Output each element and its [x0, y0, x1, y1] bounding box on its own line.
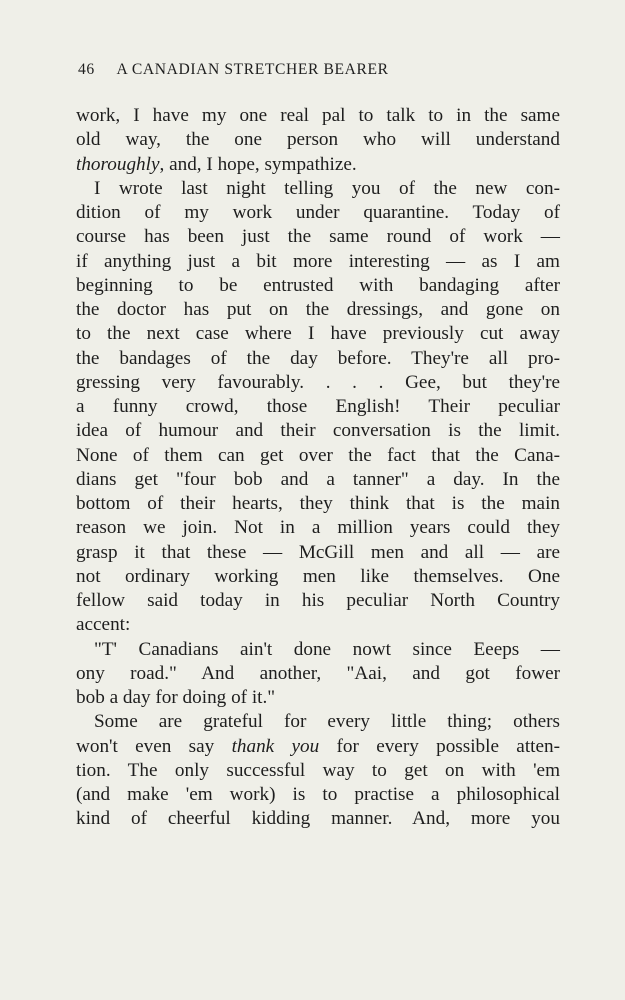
text-line: won't even say thank you for every possible atten- [76, 735, 560, 757]
text-line: (and make 'em work) is to practise a philosophical [76, 784, 560, 805]
text-line: to the next case where I have previously cut away [76, 323, 560, 345]
running-header [78, 61, 559, 79]
text-line: work, I have my one real pal to talk to in the same [76, 105, 560, 126]
text-line: beginning to be entrusted with bandaging after [76, 274, 560, 296]
text-line: grasp it that these — McGill men and all — are [76, 541, 560, 563]
text-line: bob a day for doing of it." [76, 687, 276, 708]
page-number: 46 [78, 61, 95, 78]
text-line: bottom of their hearts, they think that is the main [76, 493, 560, 514]
text-line: old way, the one person who will understand [76, 129, 560, 151]
text-line: dians get "four bob and a tanner" a day. In the [76, 468, 560, 490]
text-line: kind of cheerful kidding manner. And, more you [76, 808, 560, 830]
text-line: ony road." And another, "Aai, and got fower [76, 662, 560, 684]
text-line: if anything just a bit more interesting — as I am [76, 250, 560, 272]
text-line: course has been just the same round of work — [76, 226, 560, 248]
text-line: Some are grateful for every little thing; others [94, 711, 560, 733]
text-line: I wrote last night telling you of the new con- [94, 177, 560, 199]
text-line: fellow said today in his peculiar North Country [76, 590, 560, 611]
text-line: dition of my work under quarantine. Today of [76, 202, 560, 223]
text-line: thoroughly, and, I hope, sympathize. [76, 153, 357, 175]
text-line: not ordinary working men like themselves. One [76, 565, 560, 587]
running-title: A CANADIAN STRETCHER BEARER [116, 61, 389, 78]
text-line: the bandages of the day before. They're all pro- [76, 347, 560, 369]
text-line: None of them can get over the fact that the Cana- [76, 444, 560, 466]
text-line: idea of humour and their conversation is the limit. [76, 420, 560, 442]
text-line: "T' Canadians ain't done nowt since Eeeps — [94, 638, 560, 660]
italic-phrase: thoroughly [76, 153, 160, 175]
body-text [76, 104, 560, 832]
text-line: the doctor has put on the dressings, and gone on [76, 299, 560, 320]
text-line: gressing very favourably. . . . Gee, but they're [76, 371, 560, 393]
text-line: accent: [76, 614, 131, 636]
text-line: reason we join. Not in a million years could they [76, 517, 560, 539]
text-line: a funny crowd, those English! Their peculiar [76, 396, 560, 417]
italic-phrase: thank you [231, 735, 320, 757]
text-line: tion. The only successful way to get on with 'em [76, 759, 560, 781]
